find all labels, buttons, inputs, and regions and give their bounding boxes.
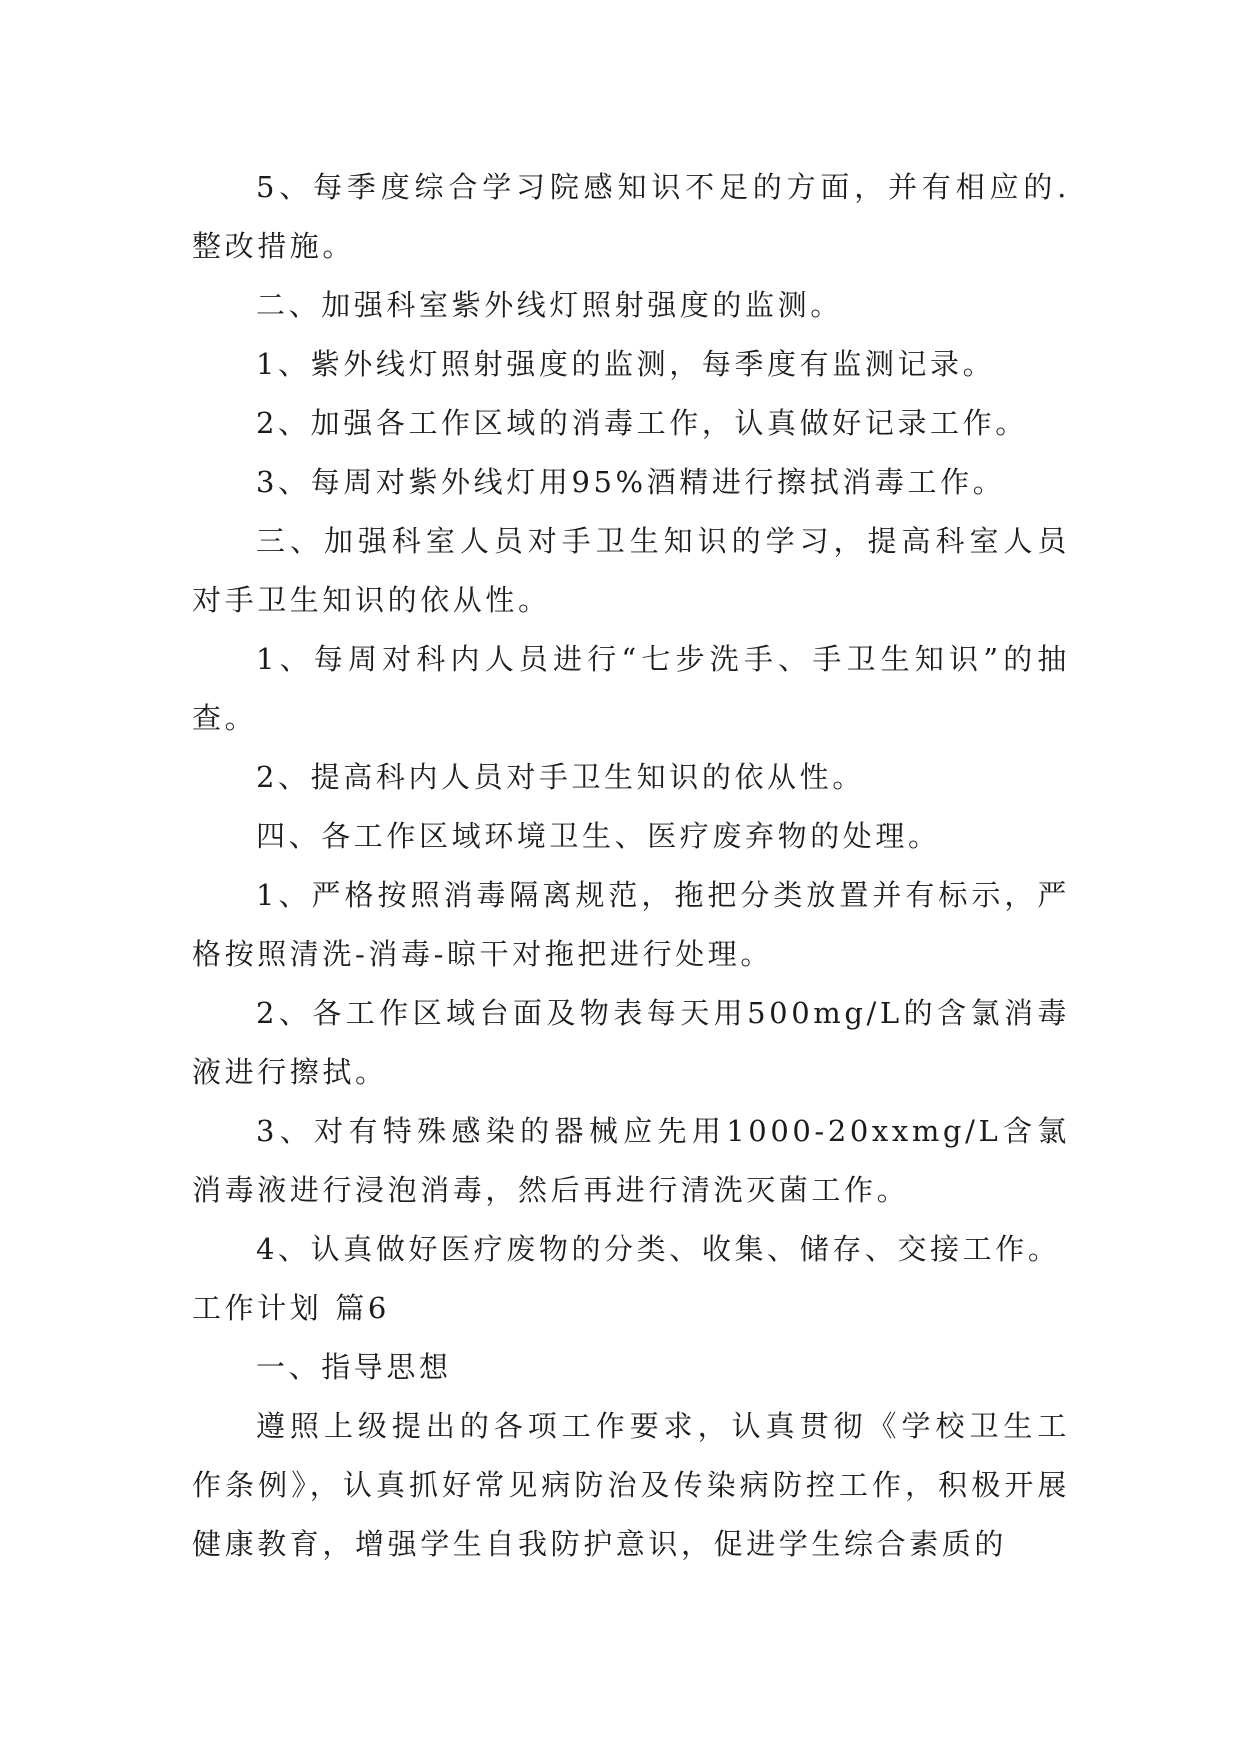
paragraph: 5、每季度综合学习院感知识不足的方面，并有相应的.整改措施。 [192, 170, 1070, 263]
paragraph: 1、紫外线灯照射强度的监测，每季度有监测记录。 [256, 347, 996, 381]
paragraph: 3、对有特殊感染的器械应先用1000-20xxmg/L含氯消毒液进行浸泡消毒，然后再进行清洗灭菌工作。 [192, 1114, 1070, 1207]
section-heading: 二、加强科室紫外线灯照射强度的监测。 [256, 288, 843, 322]
paragraph: 遵照上级提出的各项工作要求，认真贯彻《学校卫生工作条例》，认真抓好常见病防治及传染病防控工作，积极开展健康教育，增强学生自我防护意识，促进学生综合素质的 [192, 1409, 1070, 1561]
paragraph: 1、严格按照消毒隔离规范，拖把分类放置并有标示，严格按照清洗-消毒-晾干对拖把进行处理。 [192, 878, 1070, 971]
paragraph: 3、每周对紫外线灯用95%酒精进行擦拭消毒工作。 [256, 465, 1006, 499]
paragraph: 2、提高科内人员对手卫生知识的依从性。 [256, 760, 865, 794]
section-heading: 三、加强科室人员对手卫生知识的学习，提高科室人员对手卫生知识的依从性。 [192, 524, 1070, 617]
plan-title: 工作计划 篇6 [192, 1291, 390, 1325]
paragraph: 2、各工作区域台面及物表每天用500mg/L的含氯消毒液进行擦拭。 [192, 996, 1070, 1089]
section-heading: 一、指导思想 [256, 1350, 452, 1384]
paragraph: 4、认真做好医疗废物的分类、收集、储存、交接工作。 [256, 1232, 1061, 1266]
paragraph: 2、加强各工作区域的消毒工作，认真做好记录工作。 [256, 406, 1028, 440]
section-heading: 四、各工作区域环境卫生、医疗废弃物的处理。 [256, 819, 941, 853]
document-body [192, 158, 1070, 1574]
paragraph: 1、每周对科内人员进行“七步洗手、手卫生知识”的抽查。 [192, 642, 1070, 735]
